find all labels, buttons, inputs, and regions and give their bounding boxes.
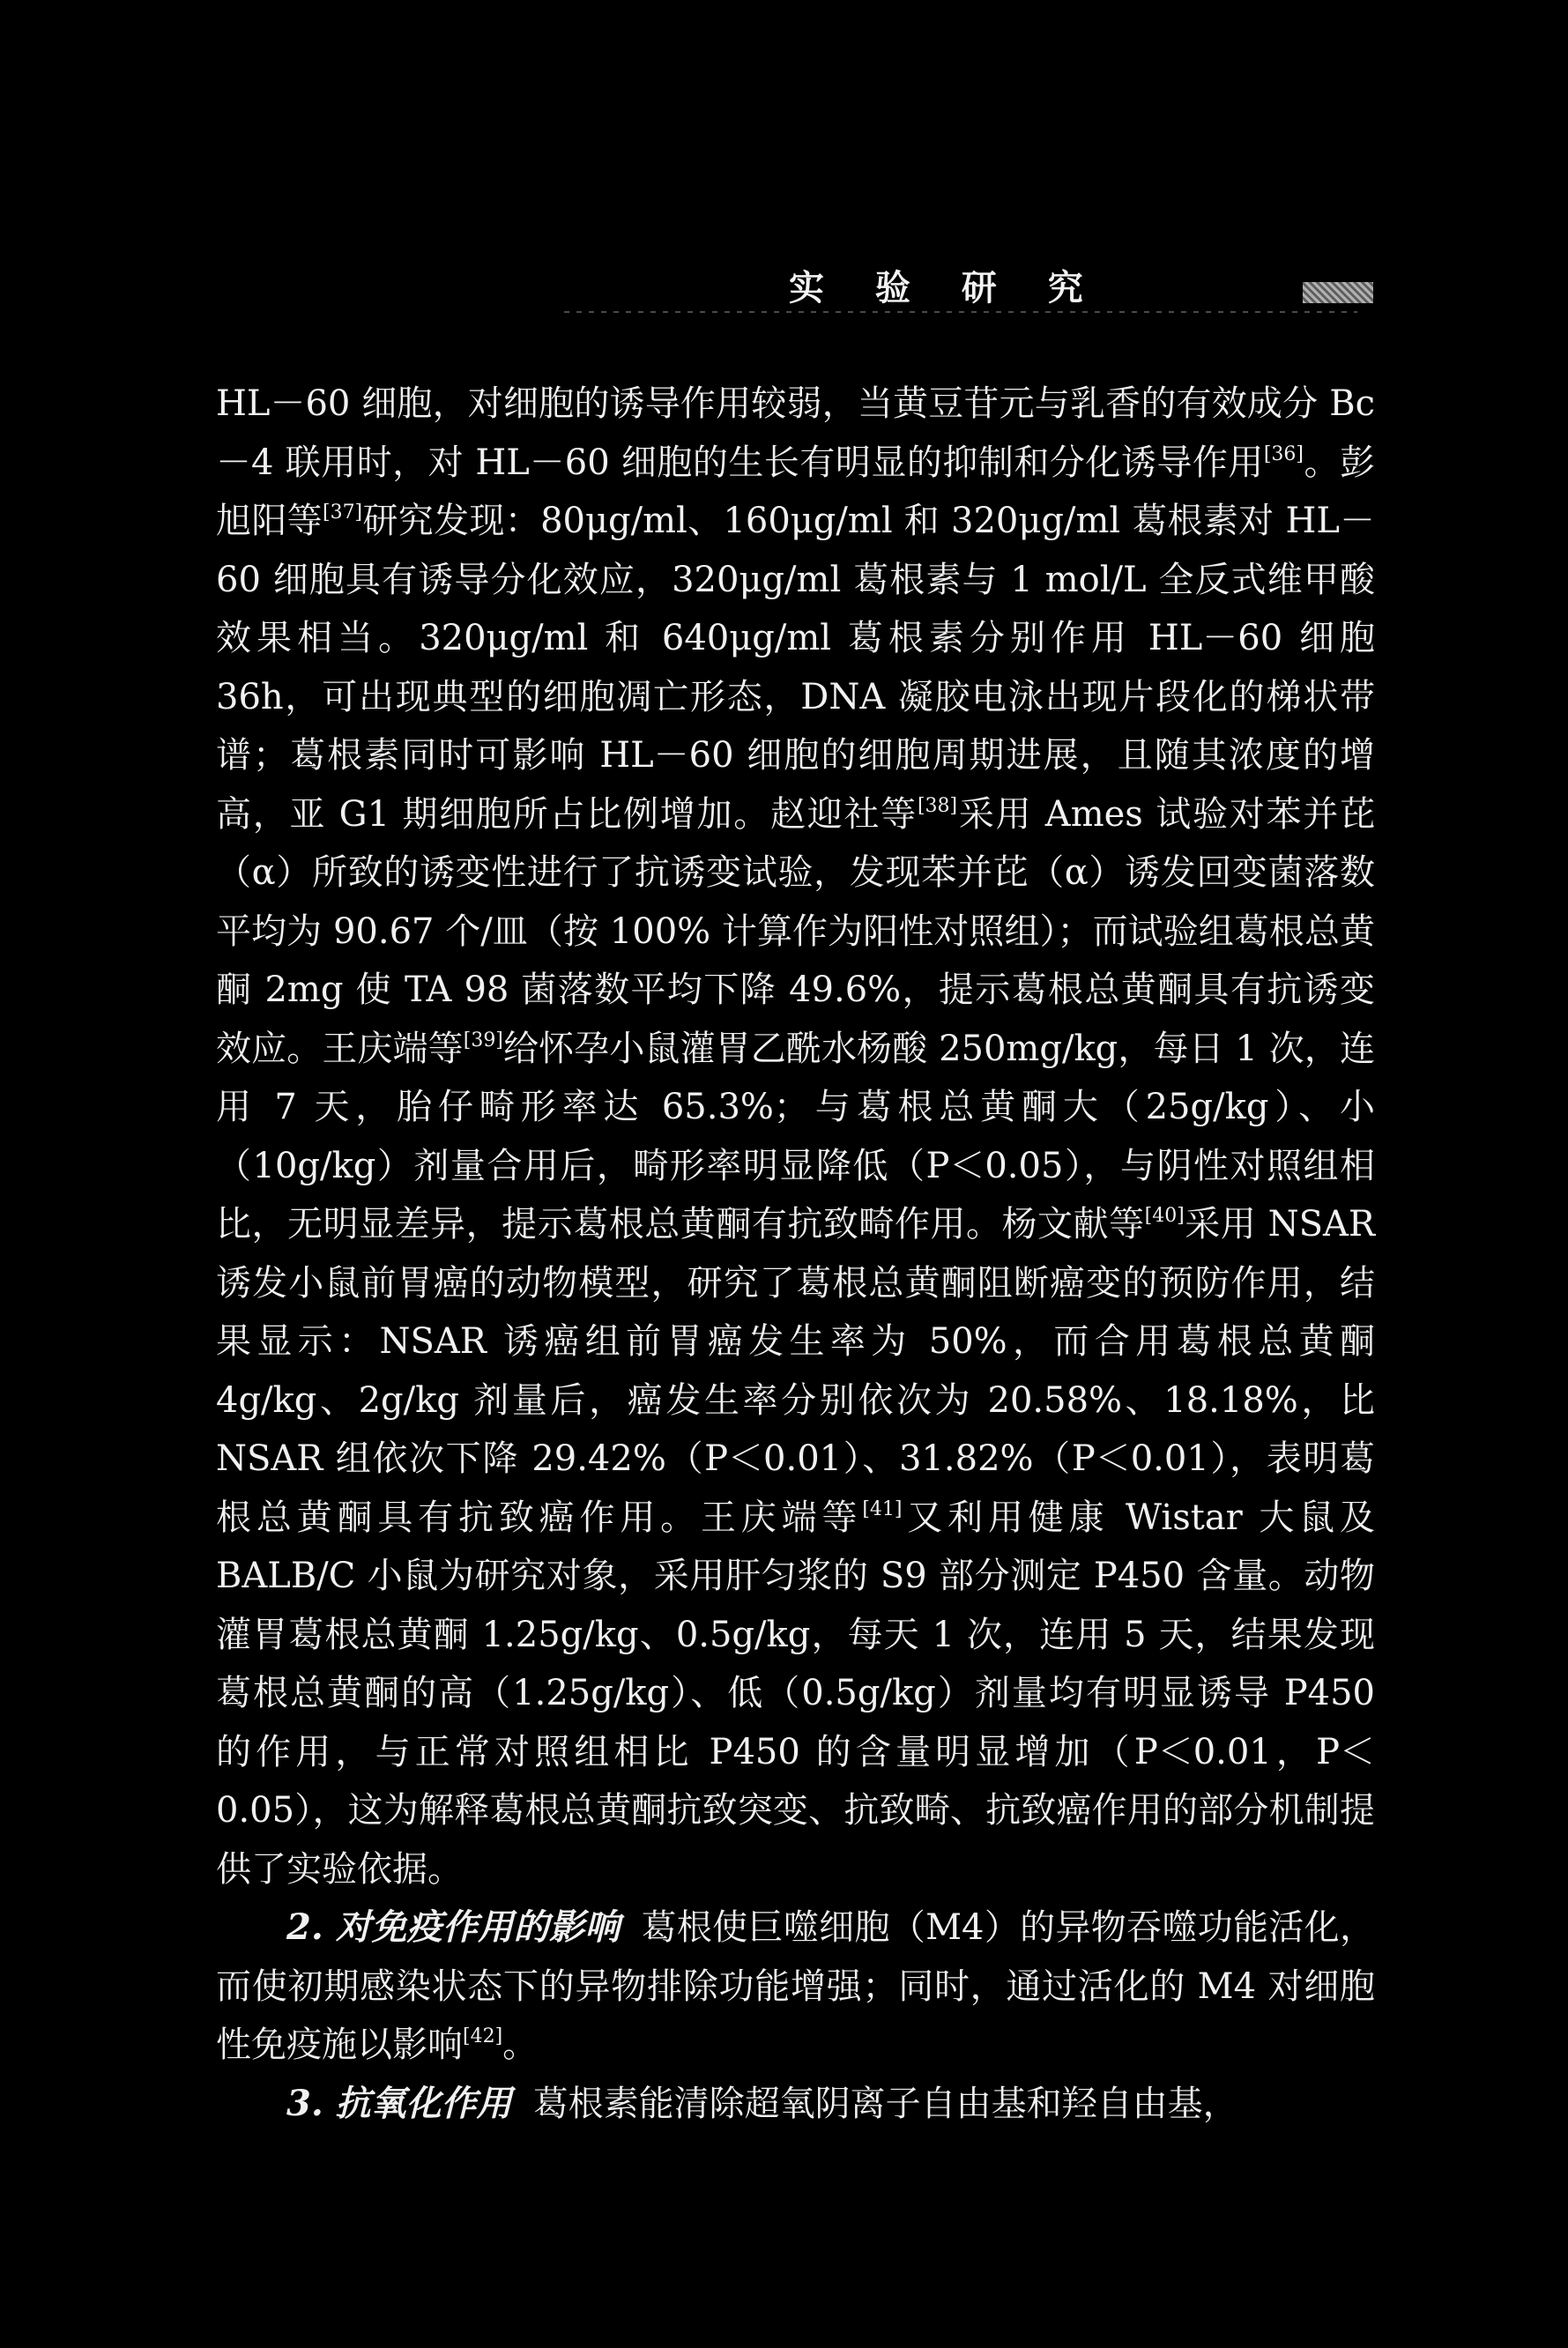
text-run: 葛根使巨噬细胞（M4）的异物吞噬功能活化，而使初期感染状态下的异物排除功能增强；同时，通过活化的 M4 对细胞性免疫施以影响 bbox=[216, 1907, 1375, 2065]
subsection-heading: 3. 抗氧化作用 bbox=[286, 2082, 512, 2124]
citation-ref: [36] bbox=[1263, 442, 1304, 465]
citation-ref: [41] bbox=[862, 1497, 903, 1520]
citation-ref: [37] bbox=[322, 502, 363, 524]
citation-ref: [42] bbox=[463, 2025, 503, 2047]
citation-ref: [38] bbox=[917, 794, 958, 817]
section-title: 实 验 研 究 bbox=[789, 267, 1103, 308]
text-run: 又利用健康 Wistar 大鼠及 BALB/C 小鼠为研究对象，采用肝匀浆的 S9 部分测定 P450 含量。动物灌胃葛根总黄酮 1.25g/kg、0.5g/kg，每天 1 次，连用 5 天，结果发现葛根总黄酮的高（1.25g/kg）、低（0.5g/kg）剂量均有明显诱导 P450 的作用，与正常对照组相比 P450 的含量明显增加（P＜0.01，P＜0.05），这为解释葛根总黄酮抗致突变、抗致畸、抗致癌作用的部分机制提供了实验依据。 bbox=[216, 1497, 1376, 1890]
subsection-heading: 2. 对免疫作用的影响 bbox=[286, 1906, 621, 1948]
citation-ref: [39] bbox=[463, 1029, 503, 1051]
text-run: 采用 Ames 试验对苯并芘（α）所致的诱变性进行了抗诱变试验，发现苯并芘（α）诱发回变菌落数平均为 90.67 个/皿（按 100% 计算作为阳性对照组）；而试验组葛根总黄酮 2mg 使 TA 98 菌落数平均下降 49.6%，提示葛根总黄酮具有抗诱变效应。王庆端等 bbox=[216, 793, 1375, 1069]
header-ornament-icon bbox=[1303, 282, 1373, 303]
paragraph-p1 bbox=[216, 375, 1375, 1898]
text-run: 采用 NSAR 诱发小鼠前胃癌的动物模型，研究了葛根总黄酮阻断癌变的预防作用，结果显示：NSAR 诱癌组前胃癌发生率为 50%，而合用葛根总黄酮 4g/kg、2g/kg 剂量后，癌发生率分别依次为 20.58%、18.18%，比 NSAR 组依次下降 29.42%（P＜0.01）、31.82%（P＜0.01），表明葛根总黄酮具有抗致癌作用。王庆端等 bbox=[216, 1204, 1375, 1538]
body-text bbox=[216, 375, 1375, 2133]
running-header bbox=[0, 260, 1568, 313]
text-run: 。彭旭阳等 bbox=[216, 442, 1376, 541]
text-run: 。 bbox=[502, 2025, 539, 2065]
paragraph-p2 bbox=[216, 1898, 1375, 2075]
text-run: 给怀孕小鼠灌胃乙酰水杨酸 250mg/kg，每日 1 次，连用 7 天，胎仔畸形率达 65.3%；与葛根总黄酮大（25g/kg）、小（10g/kg）剂量合用后，畸形率明显降低（P＜0.05），与阴性对照组相比，无明显差异，提示葛根总黄酮有抗致畸作用。杨文献等 bbox=[216, 1028, 1376, 1245]
text-run: 葛根素能清除超氧阴离子自由基和羟自由基， bbox=[532, 2083, 1238, 2124]
text-run: HL－60 细胞，对细胞的诱导作用较弱，当黄豆苷元与乳香的有效成分 Bc－4 联用时，对 HL－60 细胞的生长有明显的抑制和分化诱导作用 bbox=[216, 383, 1375, 483]
text-run: 研究发现：80μg/ml、160μg/ml 和 320μg/ml 葛根素对 HL－60 细胞具有诱导分化效应，320μg/ml 葛根素与 1 mol/L 全反式维甲酸效果相当。320μg/ml 和 640μg/ml 葛根素分别作用 HL－60 细胞 36h，可出现典型的细胞凋亡形态，DNA 凝胶电泳出现片段化的梯状带谱；葛根素同时可影响 HL－60 细胞的细胞周期进展，且随其浓度的增高，亚 G1 期细胞所占比例增加。赵迎社等 bbox=[216, 501, 1375, 835]
paragraph-p3 bbox=[216, 2075, 1375, 2134]
citation-ref: [40] bbox=[1144, 1205, 1185, 1227]
header-divider bbox=[564, 311, 1357, 313]
